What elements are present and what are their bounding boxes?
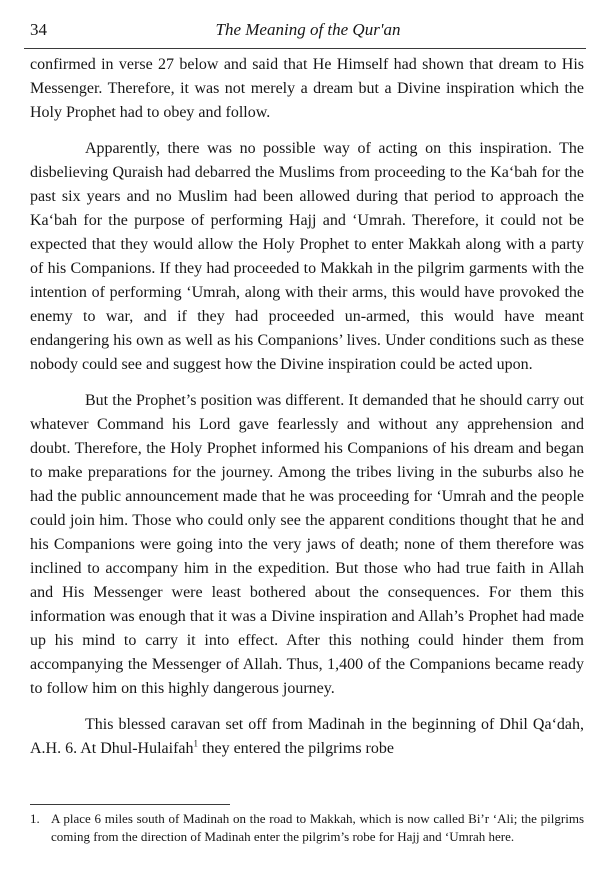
footnote-reference: 1 (193, 738, 199, 749)
running-title: The Meaning of the Qur'an (215, 20, 401, 39)
header-rule (24, 48, 586, 49)
footnote (30, 810, 584, 846)
footnote-rule (30, 804, 230, 805)
body-text (30, 53, 584, 761)
paragraph-2: Apparently, there was no possible way of acting on this inspiration. The disbelieving Quraish had debarred the Muslims from proceeding to the Ka‘bah for the past six years and no Muslim had been allowed during that period to approach the Ka‘bah for the purpose of performing Hajj and ‘Umrah. Therefore, it could not be expected that they would allow the Holy Prophet to enter Makkah along with a party of his Companions. If they had proceeded to Makkah in the pilgrim garments with the intention of performing ‘Umrah, along with their arms, this would have provoked the enemy to war, and if they had proceeded un-armed, this would have meant endangering his own as well as his Companions’ lives. Under conditions such as these nobody could see and suggest how the Divine inspiration could be acted upon. (30, 140, 584, 373)
paragraph-4-text-start: This blessed caravan set off from Madinah in the beginning of Dhil Qa‘dah, A.H. 6. At Dhul-Hulaifah (30, 716, 584, 757)
footnote-marker: 1. (30, 811, 40, 826)
paragraph-3: But the Prophet’s position was different. It demanded that he should carry out whatever Command his Lord gave fearlessly and without any apprehension and doubt. Therefore, the Holy Prophet informed his Companions of his dream and began to make preparations for the journey. Among the tribes living in the suburbs also he had the public announcement made that he was proceeding for ‘Umrah and the people could join him. Those who could only see the apparent conditions thought that he and his Companions were going into the very jaws of death; none of them therefore was inclined to accompany him in the expedition. But those who had true faith in Allah and His Messenger were least bothered about the consequences. For them this information was enough that it was a Divine inspiration and Allah’s Prophet had made up his mind to carry it into effect. After this nothing could hinder them from accompanying the Messenger of Allah. Thus, 1,400 of the Companions became ready to follow him on this highly dangerous journey. (30, 392, 584, 697)
paragraph-4-text-end: they entered the pilgrims robe (198, 740, 394, 757)
paragraph-4 (30, 713, 584, 761)
page-header (30, 20, 586, 48)
footnote-text: A place 6 miles south of Madinah on the road to Makkah, which is now called Bi’r ‘Ali; the pilgrims coming from the direction of Madinah enter the pilgrim’s robe for Hajj and ‘Umrah here. (51, 811, 584, 844)
page-number: 34 (30, 20, 47, 39)
paragraph-1: confirmed in verse 27 below and said that He Himself had shown that dream to His Messenger. Therefore, it was not merely a dream but a Divine inspiration which the Holy Prophet had to obey and follow. (30, 56, 584, 121)
